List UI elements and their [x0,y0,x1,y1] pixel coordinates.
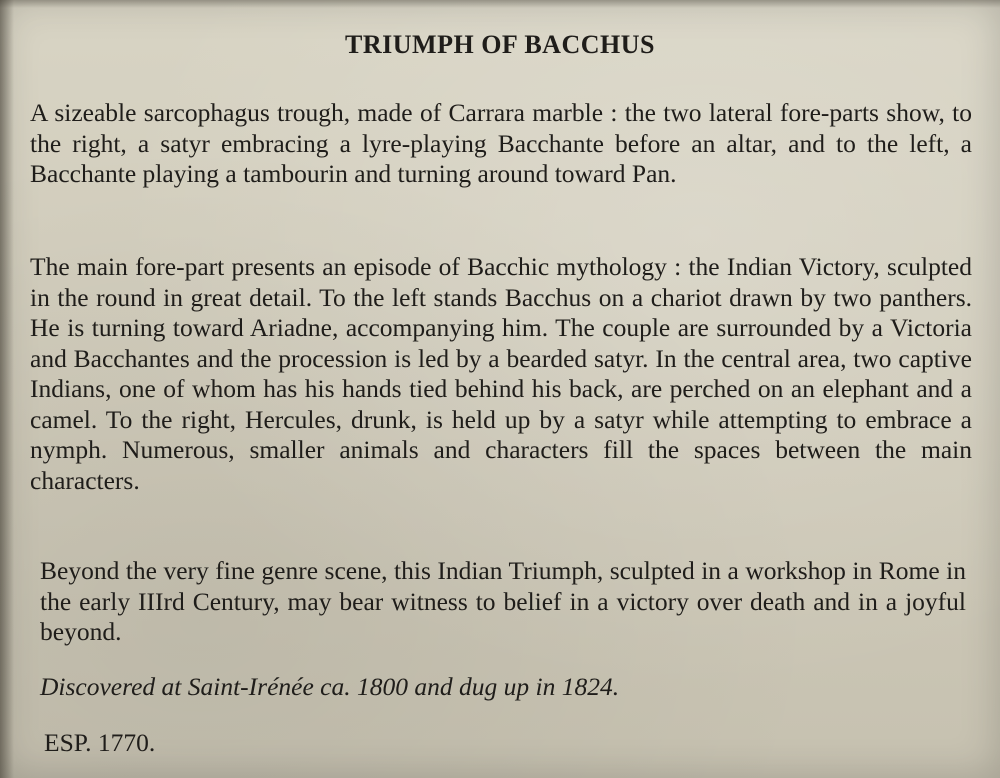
paragraph-main-fore-part: The main fore-part presents an episode of Bacchic mythology : the Indian Victory, sculpted in the round in great detail. To the left stands Bacchus on a chariot drawn by two panthers. He is turning toward Ariadne, accompanying him. The couple are surrounded by a Victoria and Bacchantes and the procession is led by a bearded satyr. In the central area, two captive Indians, one of whom has his hands tied behind his back, are perched on an elephant and a camel. To the right, Hercules, drunk, is held up by a satyr while attempting to embrace a nymph. Numerous, smaller animals and characters fill the spaces between the main characters. [30,252,972,495]
placard-top-edge-shadow [0,0,1000,8]
paragraph-interpretation: Beyond the very fine genre scene, this Indian Triumph, sculpted in a workshop in Rome in the early IIIrd Century, may bear witness to belief in a victory over death and in a joyful beyond. [40,556,966,646]
placard-title: TRIUMPH OF BACCHUS [345,30,655,59]
placard-left-edge-shadow [0,0,14,778]
inventory-reference: ESP. 1770. [44,728,156,757]
discovery-note: Discovered at Saint-Irénée ca. 1800 and dug up in 1824. [40,672,620,701]
paragraph-lateral-fore-parts: A sizeable sarcophagus trough, made of Carrara marble : the two lateral fore-parts show, to the right, a satyr embracing a lyre-playing Bacchante before an altar, and to the left, a Bacchante playing a tambourin and turning around toward Pan. [30,98,972,188]
